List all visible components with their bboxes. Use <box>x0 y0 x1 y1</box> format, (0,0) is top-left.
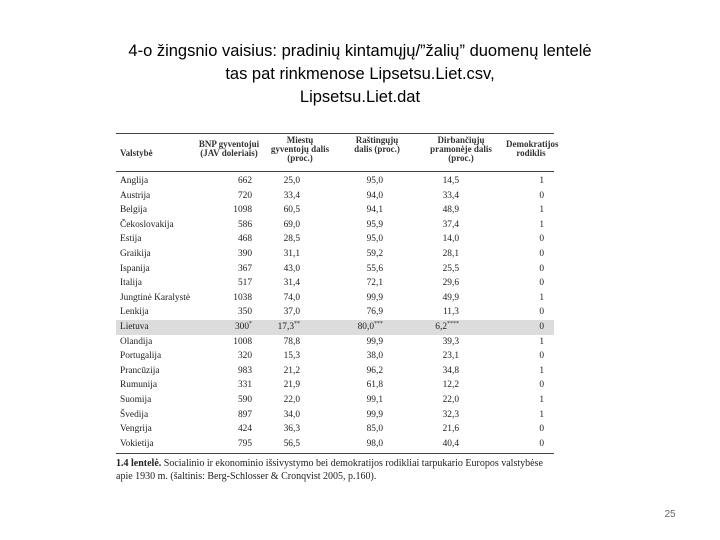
cell-industry-share-value: 32,3 <box>442 409 459 420</box>
cell-literacy-value: 94,1 <box>366 205 383 216</box>
header-miestu: Miestų gyventojų dalis (proc.) <box>270 135 330 163</box>
slide-title-line-2: tas pat rinkmenose Lipsetsu.Liet.csv, <box>225 65 495 83</box>
cell-industry-share <box>443 276 459 291</box>
cell-industry-share-value: 21,6 <box>442 424 459 435</box>
cell-bnp-footnote-mark: * <box>249 320 252 327</box>
cell-bnp-value: 468 <box>237 234 252 245</box>
cell-country <box>120 437 154 452</box>
cell-industry-share-footnote-mark: **** <box>447 320 459 327</box>
cell-urban-share-value: 33,4 <box>283 190 300 201</box>
cell-democracy-value: 1 <box>539 176 544 186</box>
cell-country-value: Suomija <box>120 394 152 405</box>
table-row <box>116 408 554 423</box>
cell-industry-share-value: 14,0 <box>442 234 459 245</box>
cell-urban-share-value: 21,2 <box>283 365 300 376</box>
table-row <box>116 218 554 233</box>
cell-urban-share-value: 34,0 <box>283 409 300 420</box>
cell-urban-share <box>284 203 300 218</box>
cell-bnp-value: 1008 <box>233 336 252 347</box>
caption-text: Socialinio ir ekonominio išsivystymo bei demokratijos rodikliai tarpukario Europos valstybėse apie 1930 m. (šaltinis: Berg-Schlosser & Cronqvist 2005, p.160). <box>116 458 543 482</box>
cell-literacy <box>367 189 383 204</box>
cell-democracy <box>539 422 544 437</box>
table-row <box>116 247 554 262</box>
cell-industry-share <box>443 247 459 262</box>
table-row <box>116 393 554 408</box>
cell-industry-share-value: 37,4 <box>442 219 459 230</box>
table-row <box>116 291 554 306</box>
cell-literacy-value: 72,1 <box>366 278 383 289</box>
cell-bnp-value: 367 <box>237 263 252 274</box>
cell-country-value: Belgija <box>120 205 148 216</box>
cell-bnp-value: 795 <box>237 438 252 449</box>
cell-urban-share-value: 36,3 <box>283 424 300 435</box>
cell-industry-share <box>443 174 459 189</box>
cell-industry-share <box>443 364 459 379</box>
cell-democracy-value: 1 <box>539 365 544 376</box>
cell-bnp <box>233 203 252 218</box>
cell-country <box>120 174 148 189</box>
cell-country-value: Estija <box>120 234 142 245</box>
table-row <box>116 349 554 364</box>
cell-industry-share-value: 11,3 <box>442 307 459 318</box>
cell-democracy <box>539 247 544 262</box>
cell-urban-share <box>278 320 300 335</box>
cell-industry-share <box>443 408 459 423</box>
cell-democracy <box>539 349 544 364</box>
cell-democracy-value: 1 <box>539 219 544 230</box>
table-row <box>116 305 554 320</box>
cell-urban-share <box>284 349 300 364</box>
cell-urban-share-value: 28,5 <box>283 234 300 245</box>
cell-democracy <box>539 174 544 189</box>
page-number: 25 <box>664 509 676 520</box>
cell-urban-share-value: 56,5 <box>283 438 300 449</box>
cell-urban-share <box>284 408 300 423</box>
cell-democracy <box>539 393 544 408</box>
cell-democracy <box>539 408 544 423</box>
cell-bnp-value: 1098 <box>233 205 252 216</box>
cell-country-value: Čekoslovakija <box>120 219 174 230</box>
cell-urban-share <box>284 189 300 204</box>
cell-democracy <box>539 335 544 350</box>
cell-democracy-value: 0 <box>539 190 544 201</box>
cell-bnp-value: 300 <box>234 321 249 332</box>
cell-literacy <box>367 408 383 423</box>
cell-literacy-value: 99,9 <box>366 409 383 420</box>
scanned-table <box>116 133 559 484</box>
cell-literacy <box>367 174 383 189</box>
cell-urban-share <box>284 276 300 291</box>
cell-democracy <box>539 320 544 335</box>
cell-urban-share-value: 69,0 <box>283 219 300 230</box>
cell-country <box>120 335 152 350</box>
table-row <box>116 232 554 247</box>
cell-literacy <box>367 305 383 320</box>
cell-literacy-value: 85,0 <box>366 424 383 435</box>
cell-literacy <box>367 291 383 306</box>
table-top-rule <box>116 133 554 134</box>
cell-industry-share <box>443 291 459 306</box>
cell-urban-share <box>284 422 300 437</box>
cell-country <box>120 232 141 247</box>
cell-democracy <box>539 218 544 233</box>
cell-country <box>120 305 149 320</box>
table-row <box>116 276 554 291</box>
cell-democracy <box>539 437 544 452</box>
cell-literacy <box>367 349 383 364</box>
cell-bnp-value: 320 <box>237 351 252 362</box>
cell-literacy <box>367 276 383 291</box>
cell-literacy-value: 96,2 <box>366 365 383 376</box>
cell-bnp <box>238 378 252 393</box>
cell-literacy <box>367 262 383 277</box>
table-row <box>116 422 554 437</box>
cell-democracy <box>539 305 544 320</box>
cell-industry-share-value: 40,4 <box>442 438 459 449</box>
cell-bnp <box>238 247 252 262</box>
cell-urban-share <box>284 262 300 277</box>
cell-industry-share-value: 22,0 <box>442 394 459 405</box>
cell-industry-share <box>443 349 459 364</box>
cell-democracy <box>539 364 544 379</box>
table-row <box>116 189 554 204</box>
cell-urban-share-value: 43,0 <box>283 263 300 274</box>
cell-literacy <box>367 335 383 350</box>
cell-bnp <box>233 335 252 350</box>
cell-country <box>120 203 147 218</box>
table-caption <box>116 457 556 483</box>
cell-industry-share-value: 25,5 <box>442 263 459 274</box>
cell-bnp <box>238 305 252 320</box>
cell-democracy-value: 0 <box>539 380 544 391</box>
cell-literacy <box>367 422 383 437</box>
cell-literacy <box>367 247 383 262</box>
cell-literacy-value: 95,9 <box>366 219 383 230</box>
header-demokratija: Demokratijos rodiklis <box>506 139 559 158</box>
cell-urban-share-value: 31,4 <box>283 278 300 289</box>
cell-industry-share <box>443 378 459 393</box>
cell-country <box>120 349 161 364</box>
cell-industry-share-value: 6,2 <box>435 321 447 332</box>
cell-industry-share-value: 48,9 <box>442 205 459 216</box>
cell-democracy-value: 1 <box>539 409 544 420</box>
cell-literacy-value: 99,9 <box>366 292 383 303</box>
cell-industry-share-value: 33,4 <box>442 190 459 201</box>
cell-democracy <box>539 291 544 306</box>
cell-industry-share-value: 12,2 <box>442 380 459 391</box>
cell-urban-share-value: 22,0 <box>283 394 300 405</box>
table-row <box>116 320 554 335</box>
table-row <box>116 364 554 379</box>
cell-literacy-value: 38,0 <box>366 351 383 362</box>
cell-bnp-value: 720 <box>237 190 252 201</box>
cell-industry-share-value: 34,8 <box>442 365 459 376</box>
cell-urban-share <box>284 378 300 393</box>
table-row <box>116 174 554 189</box>
cell-democracy-value: 1 <box>539 394 544 405</box>
table-bottom-rule <box>116 453 554 454</box>
cell-bnp-value: 1038 <box>233 292 252 303</box>
cell-literacy-value: 98,0 <box>366 438 383 449</box>
table-header-rule <box>116 171 554 172</box>
cell-country <box>120 189 150 204</box>
cell-urban-share-value: 17,3 <box>277 321 294 332</box>
cell-country <box>120 262 150 277</box>
slide-title-line-3: Lipsetsu.Liet.dat <box>299 88 421 106</box>
cell-democracy <box>539 189 544 204</box>
cell-country-value: Lietuva <box>120 321 149 332</box>
cell-urban-share <box>284 247 300 262</box>
cell-bnp-value: 350 <box>237 307 252 318</box>
cell-bnp <box>238 364 252 379</box>
cell-country <box>120 291 190 306</box>
cell-literacy <box>367 378 383 393</box>
cell-democracy-value: 0 <box>539 263 544 274</box>
cell-urban-share-value: 60,5 <box>283 205 300 216</box>
cell-democracy-value: 0 <box>539 278 544 289</box>
cell-industry-share <box>443 422 459 437</box>
cell-bnp <box>238 262 252 277</box>
cell-country <box>120 364 160 379</box>
cell-literacy <box>367 393 383 408</box>
table-row <box>116 262 554 277</box>
cell-industry-share <box>443 232 459 247</box>
cell-democracy-value: 1 <box>539 205 544 216</box>
cell-democracy-value: 0 <box>539 321 544 332</box>
cell-literacy-value: 59,2 <box>366 248 383 259</box>
caption-label: 1.4 lentelė. <box>116 458 162 469</box>
cell-industry-share-value: 29,6 <box>442 278 459 289</box>
cell-urban-share <box>284 232 300 247</box>
header-rastingu: Raštingųjų dalis (proc.) <box>354 135 400 154</box>
cell-country-value: Ispanija <box>120 263 150 274</box>
cell-country-value: Austrija <box>120 190 151 201</box>
cell-industry-share <box>443 335 459 350</box>
cell-bnp-value: 590 <box>237 394 252 405</box>
cell-urban-share-footnote-mark: ** <box>294 320 300 327</box>
cell-country-value: Jungtinė Karalystė <box>120 292 191 303</box>
cell-industry-share <box>443 189 459 204</box>
cell-bnp <box>238 349 252 364</box>
cell-country <box>120 218 174 233</box>
cell-country-value: Graikija <box>120 248 151 259</box>
cell-industry-share <box>443 305 459 320</box>
cell-industry-share-value: 23,1 <box>442 351 459 362</box>
table-row <box>116 378 554 393</box>
cell-bnp-value: 390 <box>237 248 252 259</box>
cell-democracy-value: 1 <box>539 292 544 303</box>
cell-industry-share <box>443 218 459 233</box>
cell-country <box>120 393 151 408</box>
cell-country-value: Rumunija <box>120 380 157 391</box>
cell-urban-share <box>284 393 300 408</box>
cell-country <box>120 378 157 393</box>
cell-bnp-value: 983 <box>237 365 252 376</box>
cell-democracy <box>539 378 544 393</box>
cell-industry-share <box>443 393 459 408</box>
header-bnp: BNP gyventojui (JAV doleriais) <box>198 139 260 158</box>
cell-literacy-value: 94,0 <box>366 190 383 201</box>
cell-urban-share-value: 31,1 <box>283 248 300 259</box>
table-row <box>116 203 554 218</box>
cell-country-value: Lenkija <box>120 307 149 318</box>
cell-country <box>120 320 149 335</box>
cell-industry-share <box>443 437 459 452</box>
cell-bnp <box>238 393 252 408</box>
cell-democracy-value: 0 <box>539 248 544 259</box>
cell-urban-share <box>284 437 300 452</box>
cell-literacy <box>367 437 383 452</box>
cell-industry-share-value: 49,9 <box>442 292 459 303</box>
cell-urban-share-value: 37,0 <box>283 307 300 318</box>
cell-literacy <box>367 203 383 218</box>
cell-country-value: Olandija <box>120 336 153 347</box>
cell-urban-share <box>284 174 300 189</box>
cell-country-value: Vokietija <box>120 438 154 449</box>
cell-democracy <box>539 262 544 277</box>
table-body <box>116 174 554 451</box>
cell-democracy-value: 1 <box>539 336 544 347</box>
cell-bnp <box>238 189 252 204</box>
cell-bnp <box>235 320 252 335</box>
slide-title-line-1: 4-o žingsnio vaisius: pradinių kintamųjų/”žalių” duomenų lentelė <box>128 42 592 60</box>
cell-country <box>120 408 148 423</box>
cell-urban-share <box>284 335 300 350</box>
cell-industry-share <box>443 262 459 277</box>
cell-urban-share <box>284 218 300 233</box>
cell-urban-share-value: 21,9 <box>283 380 300 391</box>
cell-democracy-value: 0 <box>539 351 544 362</box>
cell-democracy-value: 0 <box>539 307 544 318</box>
cell-literacy <box>367 232 383 247</box>
cell-literacy-value: 80,0 <box>357 321 374 332</box>
cell-democracy <box>539 203 544 218</box>
cell-literacy <box>367 218 383 233</box>
cell-bnp <box>238 232 252 247</box>
cell-country-value: Švedija <box>120 409 149 420</box>
cell-urban-share <box>284 305 300 320</box>
cell-literacy-value: 55,6 <box>366 263 383 274</box>
cell-bnp-value: 586 <box>237 219 252 230</box>
cell-bnp <box>238 174 252 189</box>
cell-democracy <box>539 276 544 291</box>
cell-literacy-value: 76,9 <box>366 307 383 318</box>
cell-democracy-value: 0 <box>539 424 544 435</box>
cell-industry-share-value: 14,5 <box>442 176 459 186</box>
cell-industry-share <box>443 203 459 218</box>
cell-literacy-value: 99,9 <box>366 336 383 347</box>
cell-country-value: Anglija <box>120 176 149 186</box>
cell-urban-share-value: 74,0 <box>283 292 300 303</box>
cell-country-value: Portugalija <box>120 351 162 362</box>
slide-title <box>60 40 660 109</box>
cell-literacy-value: 61,8 <box>366 380 383 391</box>
header-valstybe: Valstybė <box>120 148 153 158</box>
cell-country <box>120 276 142 291</box>
cell-country-value: Prancūzija <box>120 365 160 376</box>
header-pramone: Dirbančiųjų pramonėje dalis (proc.) <box>430 135 492 163</box>
cell-bnp-value: 897 <box>237 409 252 420</box>
cell-industry-share <box>435 320 459 335</box>
cell-bnp <box>238 422 252 437</box>
cell-urban-share <box>284 364 300 379</box>
cell-urban-share-value: 25,0 <box>283 176 300 186</box>
cell-literacy <box>358 320 383 335</box>
cell-country-value: Vengrija <box>120 424 152 435</box>
cell-democracy-value: 0 <box>539 438 544 449</box>
cell-bnp-value: 424 <box>237 424 252 435</box>
cell-literacy-footnote-mark: *** <box>374 320 383 327</box>
cell-bnp <box>238 218 252 233</box>
cell-country-value: Italija <box>120 278 142 289</box>
cell-bnp <box>238 437 252 452</box>
cell-democracy <box>539 232 544 247</box>
cell-urban-share-value: 78,8 <box>283 336 300 347</box>
cell-literacy <box>367 364 383 379</box>
cell-bnp <box>238 408 252 423</box>
cell-literacy-value: 99,1 <box>366 394 383 405</box>
cell-country <box>120 247 151 262</box>
table-row <box>116 335 554 350</box>
cell-urban-share-value: 15,3 <box>283 351 300 362</box>
cell-literacy-value: 95,0 <box>366 176 383 186</box>
table-row <box>116 437 554 452</box>
cell-industry-share-value: 39,3 <box>442 336 459 347</box>
cell-industry-share-value: 28,1 <box>442 248 459 259</box>
cell-bnp-value: 517 <box>237 278 252 289</box>
cell-democracy-value: 0 <box>539 234 544 245</box>
cell-bnp-value: 662 <box>237 176 252 186</box>
cell-bnp <box>233 291 252 306</box>
cell-country <box>120 422 152 437</box>
cell-bnp-value: 331 <box>237 380 252 391</box>
cell-bnp <box>238 276 252 291</box>
cell-literacy-value: 95,0 <box>366 234 383 245</box>
cell-urban-share <box>284 291 300 306</box>
